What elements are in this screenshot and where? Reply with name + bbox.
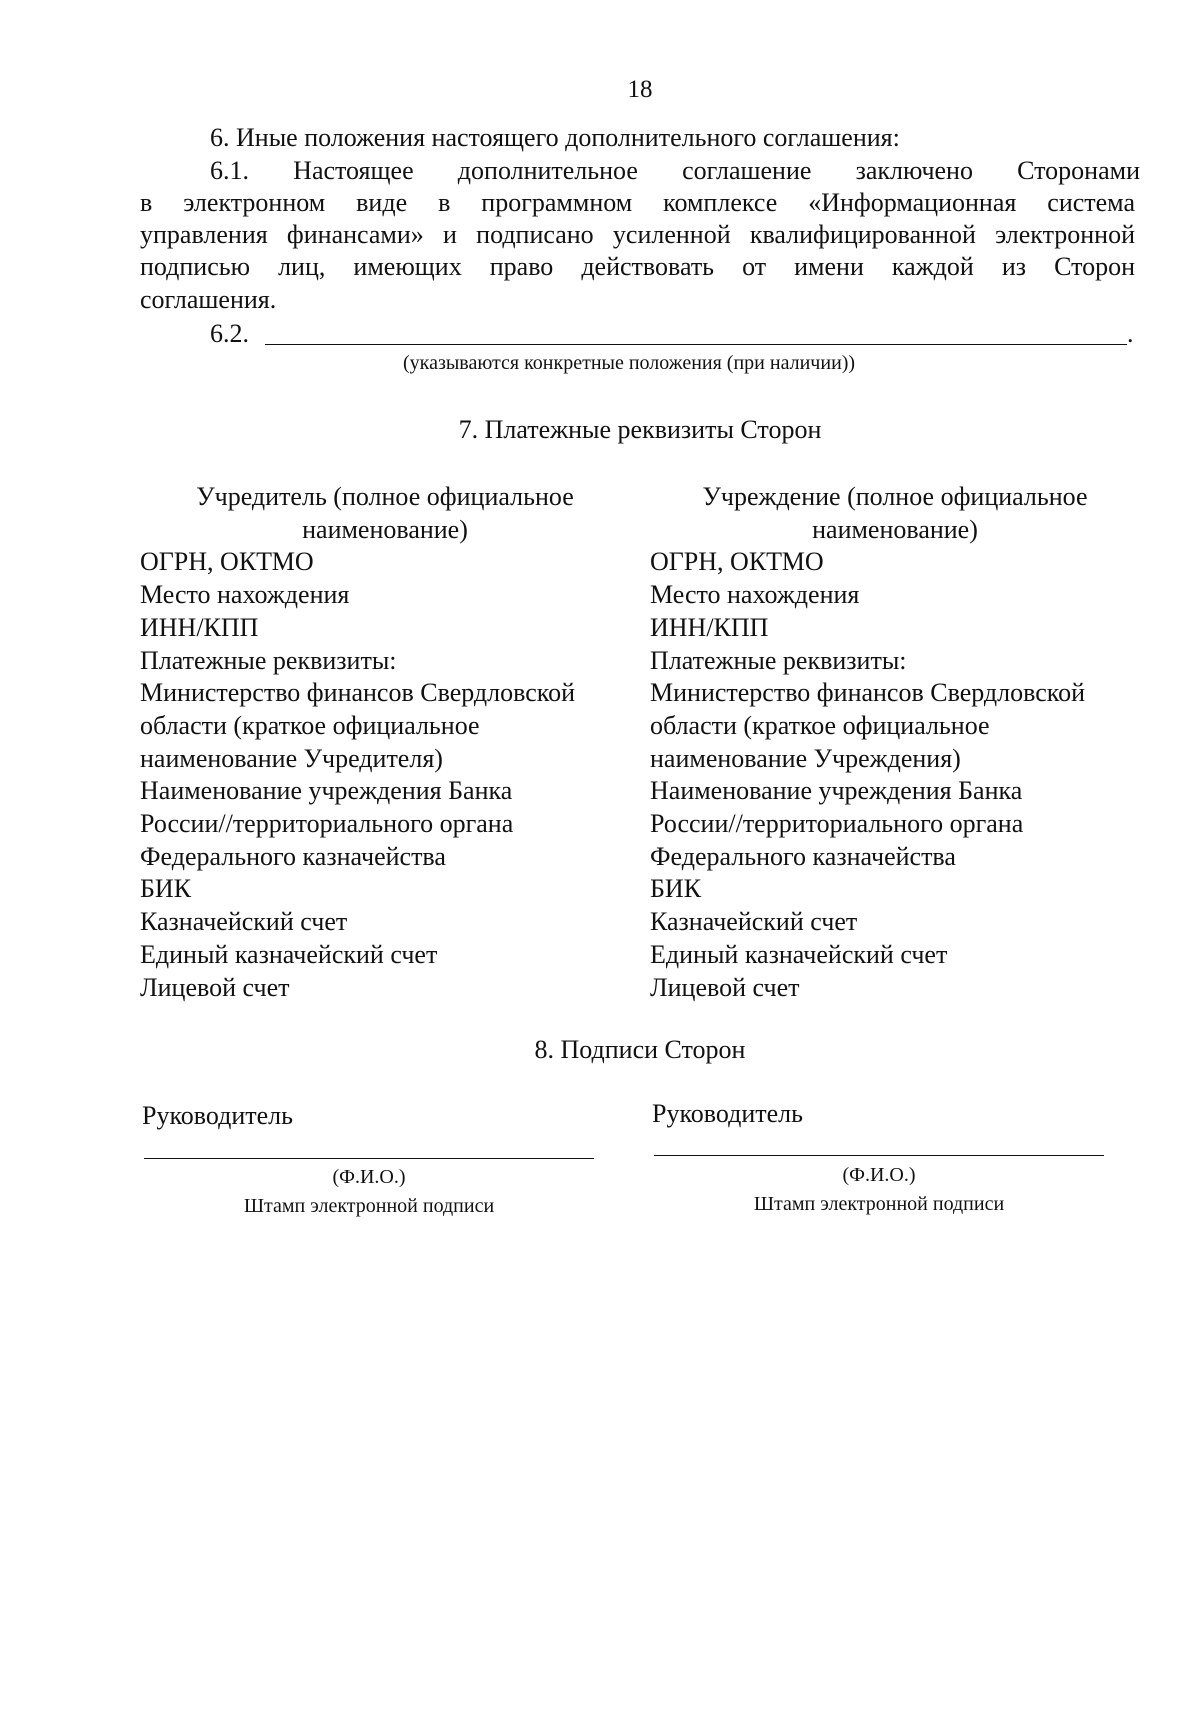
institution-signature-line [654, 1155, 1104, 1156]
founder-line: Министерство финансов Свердловской [140, 678, 576, 708]
institution-line: России//территориального органа [650, 809, 1024, 839]
founder-line: Федерального казначейства [140, 841, 446, 871]
founder-line: России//территориального органа [140, 809, 514, 839]
founder-line: Наименование учреждения Банка [140, 776, 513, 806]
institution-line: Казначейский счет [650, 907, 858, 937]
founder-line: наименование Учредителя) [140, 743, 443, 773]
institution-title: наименование) [812, 514, 978, 544]
institution-line: ИНН/КПП [650, 612, 769, 642]
institution-requisites [650, 481, 1170, 1004]
section-8-heading: 8. Подписи Сторон [534, 1035, 746, 1064]
founder-title: Учредитель (полное официальное [196, 482, 574, 511]
founder-title: наименование) [302, 514, 468, 544]
institution-line: БИК [650, 874, 702, 904]
founder-signatory-role: Руководитель [142, 1101, 293, 1130]
institution-line: области (краткое официальное [650, 710, 990, 740]
founder-line: Лицевой счет [140, 972, 290, 1002]
founder-line: области (краткое официальное [140, 710, 480, 740]
founder-line: БИК [140, 874, 192, 904]
institution-title: Учреждение (полное официальное [702, 482, 1088, 511]
founder-line: ОГРН, ОКТМО [140, 547, 314, 577]
institution-line: Лицевой счет [650, 972, 800, 1002]
institution-line: Федерального казначейства [650, 841, 956, 871]
paragraph-6-1-line: подписью лиц, имеющих право действовать от имени каждой из Сторон [140, 252, 1135, 281]
paragraph-6-1-line: управления финансами» и подписано усиленной квалифицированной электронной [140, 220, 1135, 249]
institution-line: Наименование учреждения Банка [650, 776, 1023, 806]
founder-signature-line [144, 1158, 594, 1159]
founder-requisites [140, 481, 640, 1004]
founder-line: Место нахождения [140, 580, 350, 610]
page-number: 18 [627, 76, 653, 103]
institution-stamp-caption: Штамп электронной подписи [753, 1193, 1005, 1215]
founder-line: ИНН/КПП [140, 612, 259, 642]
institution-signatory-role: Руководитель [652, 1099, 803, 1128]
founder-fio-caption: (Ф.И.О.) [332, 1166, 406, 1188]
paragraph-6-1-line: соглашения. [140, 285, 277, 314]
founder-stamp-caption: Штамп электронной подписи [243, 1195, 495, 1217]
paragraph-6-2-caption: (указываются конкретные положения (при наличии)) [403, 352, 856, 374]
founder-line: Единый казначейский счет [140, 939, 438, 969]
institution-line: наименование Учреждения) [650, 743, 961, 773]
paragraph-6-1-line: 6.1. Настоящее дополнительное соглашение заключено Сторонами [210, 156, 1140, 185]
institution-fio-caption: (Ф.И.О.) [842, 1164, 916, 1186]
institution-line: Платежные реквизиты: [650, 645, 907, 675]
founder-line: Платежные реквизиты: [140, 645, 397, 675]
paragraph-6-1-line: в электронном виде в программном комплексе «Информационная система [140, 188, 1135, 217]
institution-line: Единый казначейский счет [650, 939, 948, 969]
institution-line: Министерство финансов Свердловской [650, 678, 1086, 708]
paragraph-6-2-end: . [1127, 319, 1134, 348]
institution-line: ОГРН, ОКТМО [650, 547, 824, 577]
section-6-heading: 6. Иные положения настоящего дополнительного соглашения: [210, 123, 900, 152]
institution-line: Место нахождения [650, 580, 860, 610]
paragraph-6-2-blank-line [265, 344, 1127, 345]
founder-line: Казначейский счет [140, 907, 348, 937]
paragraph-6-2-label: 6.2. [210, 319, 249, 348]
section-7-heading: 7. Платежные реквизиты Сторон [458, 415, 822, 444]
